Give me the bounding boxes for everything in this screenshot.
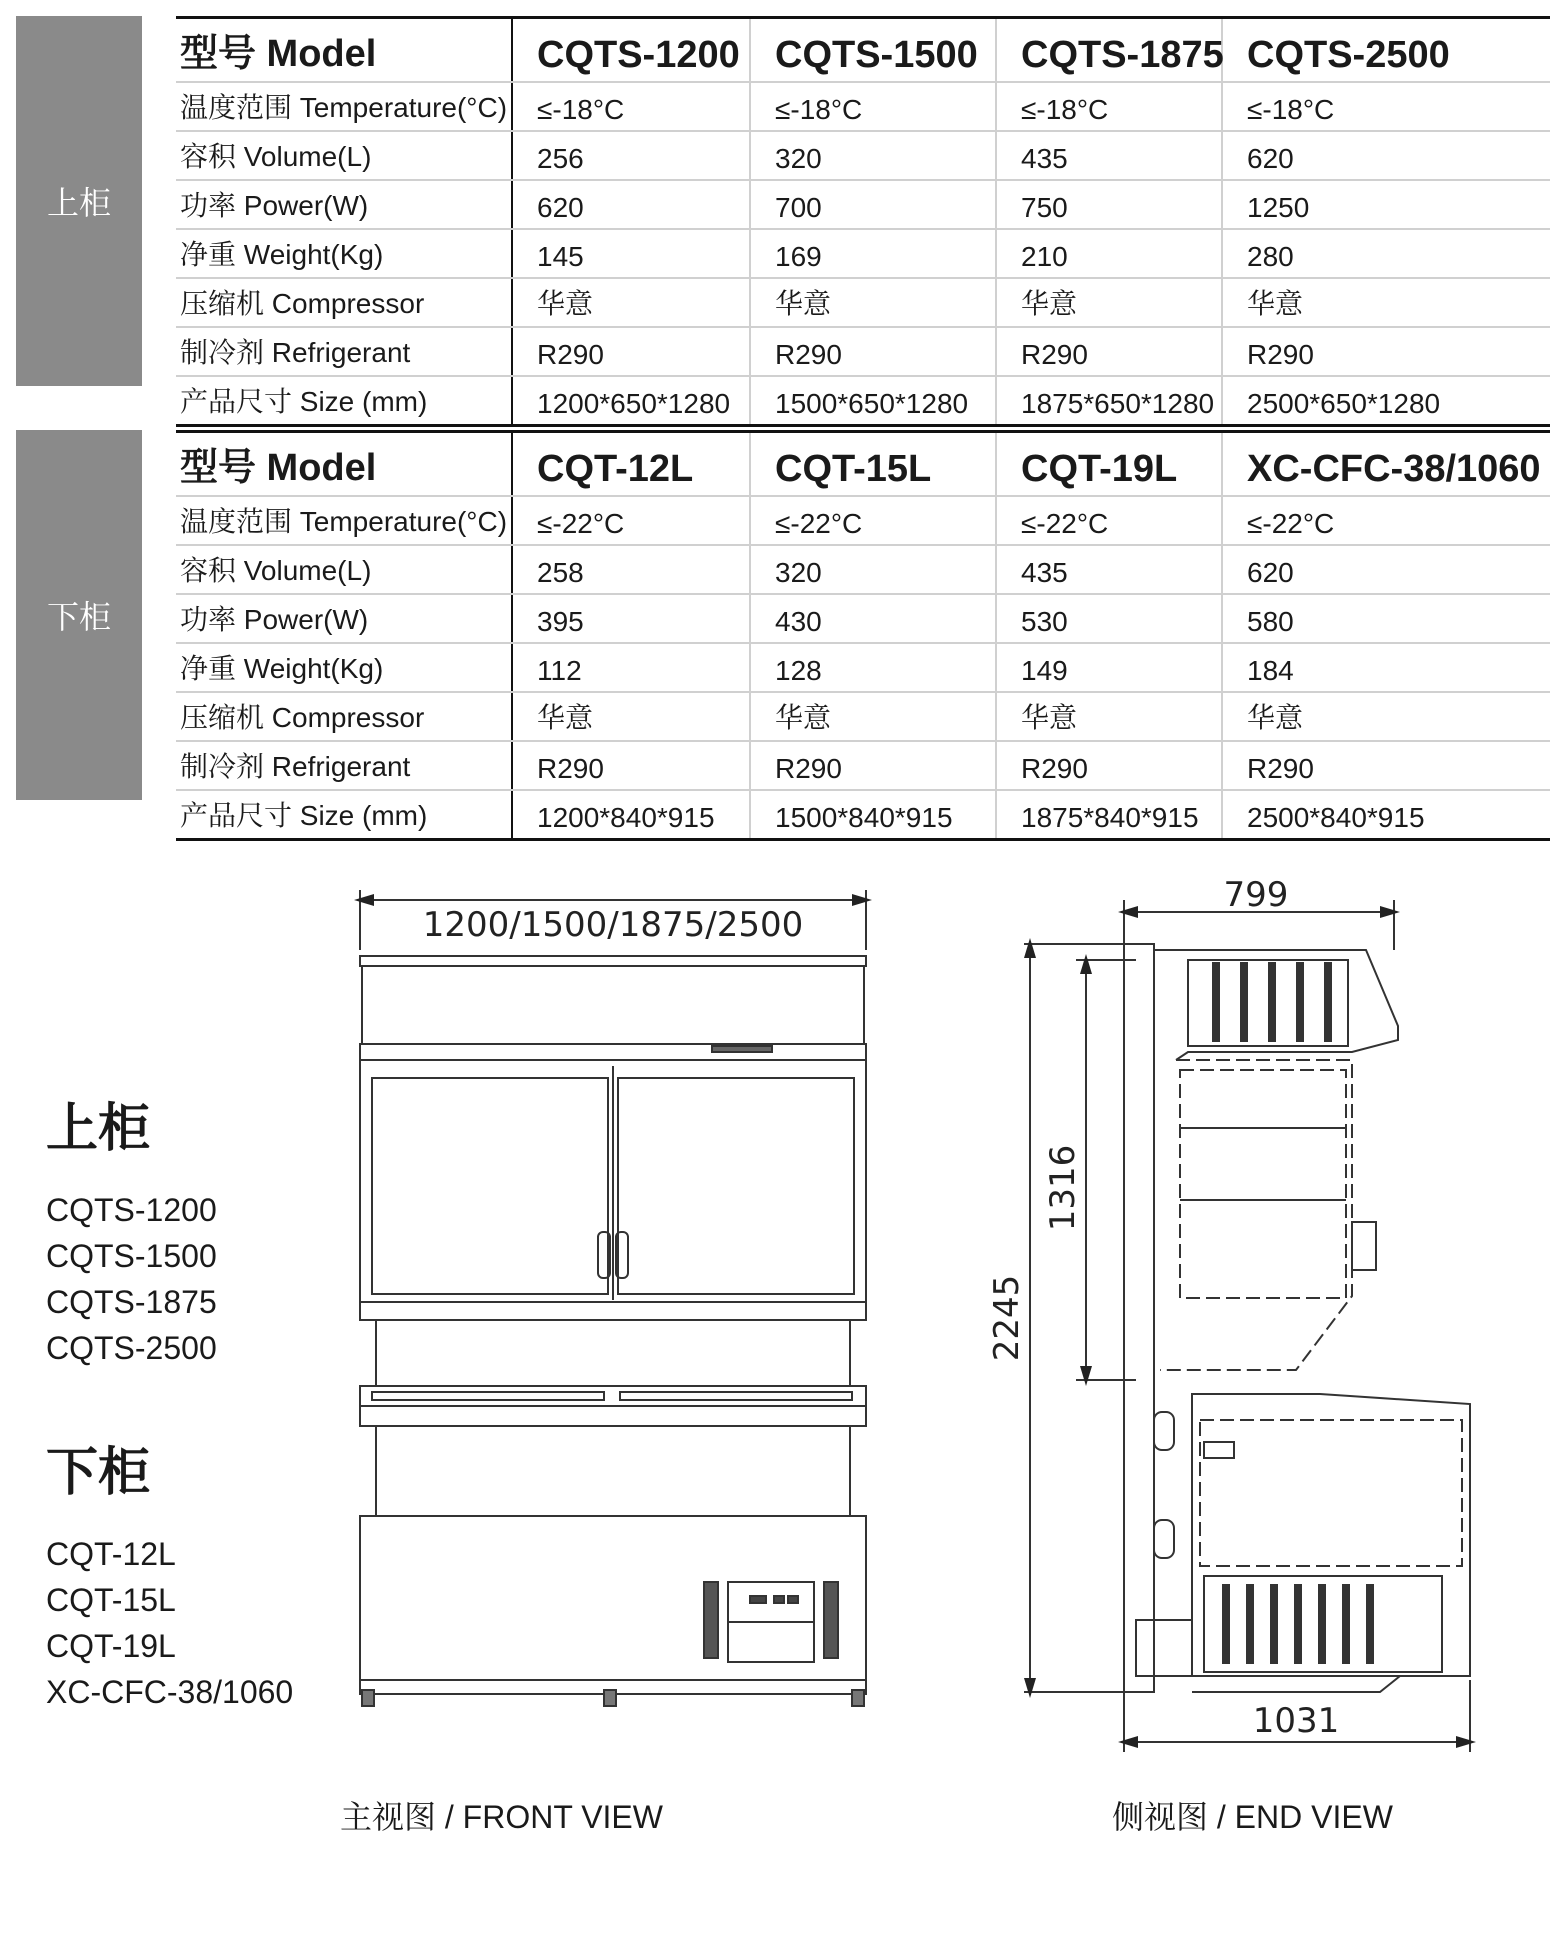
header-cell: CQTS-1500 <box>750 18 996 83</box>
table-cell: ≤-22°C <box>1222 496 1550 545</box>
table-cell: 395 <box>512 594 750 643</box>
table-cell: 华意 <box>996 278 1222 327</box>
table-cell: ≤-22°C <box>750 496 996 545</box>
header-cell: CQTS-1875 <box>996 18 1222 83</box>
front-view-caption: 主视图 / FRONT VIEW <box>340 1799 663 1835</box>
table-cell: 530 <box>996 594 1222 643</box>
table-cell: 750 <box>996 180 1222 229</box>
table-cell: 华意 <box>512 692 750 741</box>
table-cell: 1250 <box>1222 180 1550 229</box>
table-cell: 620 <box>1222 545 1550 594</box>
table-cell: 华意 <box>750 692 996 741</box>
table-cell: 128 <box>750 643 996 692</box>
upper-cabinet-side-label: 上柜 <box>16 16 142 386</box>
lower-cabinet-side-label: 下柜 <box>16 430 142 800</box>
table-cell: 620 <box>1222 131 1550 180</box>
table-cell: 制冷剂 Refrigerant <box>176 741 512 790</box>
table-cell: 华意 <box>512 278 750 327</box>
list-item: CQT-12L <box>46 1536 176 1572</box>
table-cell: 1200*650*1280 <box>512 376 750 426</box>
table-cell: 700 <box>750 180 996 229</box>
table-cell: 256 <box>512 131 750 180</box>
table-cell: 184 <box>1222 643 1550 692</box>
table-cell: 149 <box>996 643 1222 692</box>
table-cell: 华意 <box>996 692 1222 741</box>
table-cell: ≤-18°C <box>512 82 750 131</box>
table-cell: 净重 Weight(Kg) <box>176 643 512 692</box>
table-cell: 580 <box>1222 594 1550 643</box>
table-cell: 1500*840*915 <box>750 790 996 840</box>
table-cell: 温度范围 Temperature(°C) <box>176 82 512 131</box>
end-bottom-depth-dimension: 1031 <box>1252 1701 1340 1741</box>
table-cell: 112 <box>512 643 750 692</box>
header-cell: 型号 Model <box>176 18 512 83</box>
table-cell: 1200*840*915 <box>512 790 750 840</box>
table-cell: 华意 <box>1222 278 1550 327</box>
table-cell: R290 <box>750 327 996 376</box>
list-item: CQT-15L <box>46 1582 176 1618</box>
table-cell: 435 <box>996 545 1222 594</box>
upper-models-heading: 上柜 <box>46 1100 151 1158</box>
table-cell: 温度范围 Temperature(°C) <box>176 496 512 545</box>
table-cell: R290 <box>996 741 1222 790</box>
table-cell: 压缩机 Compressor <box>176 278 512 327</box>
header-cell: CQT-19L <box>996 432 1222 497</box>
table-cell: 320 <box>750 131 996 180</box>
table-cell: 华意 <box>750 278 996 327</box>
table-cell: 258 <box>512 545 750 594</box>
table-cell: 620 <box>512 180 750 229</box>
table-cell: 制冷剂 Refrigerant <box>176 327 512 376</box>
table-cell: R290 <box>1222 741 1550 790</box>
table-cell: 1875*650*1280 <box>996 376 1222 426</box>
list-item: CQTS-2500 <box>46 1330 217 1366</box>
table-cell: 1875*840*915 <box>996 790 1222 840</box>
end-total-height-dimension: 2245 <box>987 1274 1027 1362</box>
table-cell: ≤-18°C <box>750 82 996 131</box>
table-cell: ≤-22°C <box>996 496 1222 545</box>
end-view-drawing <box>1024 900 1470 1752</box>
list-item: CQTS-1200 <box>46 1192 217 1228</box>
table-cell: R290 <box>996 327 1222 376</box>
header-cell: CQTS-2500 <box>1222 18 1550 83</box>
end-view-caption: 侧视图 / END VIEW <box>1112 1799 1393 1835</box>
table-cell: ≤-18°C <box>1222 82 1550 131</box>
table-cell: 320 <box>750 545 996 594</box>
header-cell: CQT-15L <box>750 432 996 497</box>
table-cell: 压缩机 Compressor <box>176 692 512 741</box>
table-cell: 容积 Volume(L) <box>176 131 512 180</box>
table-cell: ≤-18°C <box>996 82 1222 131</box>
table-cell: R290 <box>512 327 750 376</box>
table-cell: 145 <box>512 229 750 278</box>
list-item: CQTS-1500 <box>46 1238 217 1274</box>
front-view-drawing <box>360 890 866 1706</box>
table-cell: 1500*650*1280 <box>750 376 996 426</box>
table-cell: 210 <box>996 229 1222 278</box>
end-top-depth-dimension: 799 <box>1223 875 1289 915</box>
table-cell: 产品尺寸 Size (mm) <box>180 386 428 417</box>
table-cell: 功率 Power(W) <box>176 180 512 229</box>
table-cell: R290 <box>512 741 750 790</box>
list-item: XC-CFC-38/1060 <box>46 1674 294 1710</box>
table-cell: R290 <box>750 741 996 790</box>
header-cell: XC-CFC-38/1060 <box>1222 432 1550 497</box>
front-width-dimension: 1200/1500/1875/2500 <box>422 905 804 945</box>
end-upper-height-dimension: 1316 <box>1043 1144 1083 1232</box>
header-cell: CQTS-1200 <box>512 18 750 83</box>
table-cell: 产品尺寸 Size (mm) <box>180 800 428 831</box>
list-item: CQTS-1875 <box>46 1284 217 1320</box>
header-cell: CQT-12L <box>512 432 750 497</box>
table-cell: ≤-22°C <box>512 496 750 545</box>
table-cell: 净重 Weight(Kg) <box>176 229 512 278</box>
table-cell: 容积 Volume(L) <box>176 545 512 594</box>
list-item: CQT-19L <box>46 1628 176 1664</box>
table-cell: 430 <box>750 594 996 643</box>
table-cell: 280 <box>1222 229 1550 278</box>
table-cell: 435 <box>996 131 1222 180</box>
table-cell: R290 <box>1222 327 1550 376</box>
table-cell: 2500*840*915 <box>1222 790 1550 840</box>
table-cell: 169 <box>750 229 996 278</box>
table-cell: 华意 <box>1222 692 1550 741</box>
header-cell: 型号 Model <box>176 432 512 497</box>
table-cell: 2500*650*1280 <box>1222 376 1550 426</box>
lower-models-heading: 下柜 <box>46 1444 151 1502</box>
table-cell: 功率 Power(W) <box>176 594 512 643</box>
